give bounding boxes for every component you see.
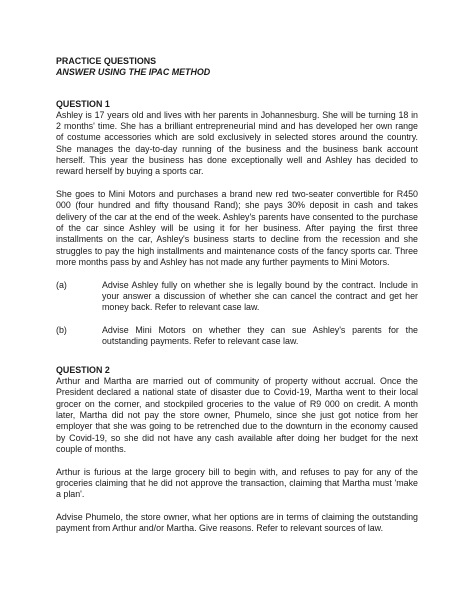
part-b-label: (b) <box>56 325 67 336</box>
document-subtitle: ANSWER USING THE IPAC METHOD <box>56 67 211 78</box>
document-title: PRACTICE QUESTIONS <box>56 56 157 66</box>
question-1-paragraph-2: She goes to Mini Motors and purchases a brand new red two-seater convertible for R450 000 (four hundred and fifty thousand Rand); she pays 30% deposit in cash and takes delivery of the car at the end of the week. Ashley's parents have consented to the purchase of the car since Ashley will be using it for her business. After paying the first three installments on the car, Ashley's business starts to decline from the recession and she struggles to pay the high installments and maintenance costs of the fancy sports car. Three more months pass by and Ashley has not made any further payments to Mini Motors. <box>56 189 418 267</box>
question-2-paragraph-1: Arthur and Martha are married out of community of property without accrual. Once the President declared a national state of disaster due to Covid-19, Martha went to their local grocer on the corner, and stockpiled groceries to the value of R9 000 on credit. A month later, Martha did not pay the store owner, Phumelo, since she just got notice from her employer that she was going to be retrenched due to the downturn in the economy caused by Covid-19, so she did not have any cash available after doing her budget for the next couple of months. <box>56 376 418 454</box>
question-1-title: QUESTION 1 <box>56 98 110 109</box>
question-2-title: QUESTION 2 <box>56 364 110 375</box>
part-b-text: Advise Mini Motors on whether they can sue Ashley's parents for the outstanding payments. Refer to relevant case law. <box>102 325 418 347</box>
question-1-section <box>56 99 418 348</box>
part-a-text: Advise Ashley fully on whether she is legally bound by the contract. Include in your answer a discussion of whether she can cancel the contract and get her money back. Refer to relevant case law. <box>102 279 418 313</box>
question-1-part-a <box>56 280 418 314</box>
question-1-paragraph-1: Ashley is 17 years old and lives with her parents in Johannesburg. She will be turning 18 in 2 months' time. She has a brilliant entrepreneurial mind and has developed her own range of costume accessories which are sold exclusively in selected stores around the country. She manages the day-to-day running of the business and the business bank account herself. This year the business has done exceptionally well and Ashley has decided to reward herself by buying a sports car. <box>56 109 418 177</box>
question-2-paragraph-3: Advise Phumelo, the store owner, what her options are in terms of claiming the outstanding payment from Arthur and/or Martha. Give reasons. Refer to relevant sources of law. <box>56 512 418 534</box>
question-2-section <box>56 365 418 535</box>
part-a-label: (a) <box>56 279 67 290</box>
question-1-part-b <box>56 325 418 348</box>
question-2-paragraph-2: Arthur is furious at the large grocery bill to begin with, and refuses to pay for any of the groceries claiming that he did not approve the transaction, claiming that Martha must 'make a plan'. <box>56 466 418 500</box>
